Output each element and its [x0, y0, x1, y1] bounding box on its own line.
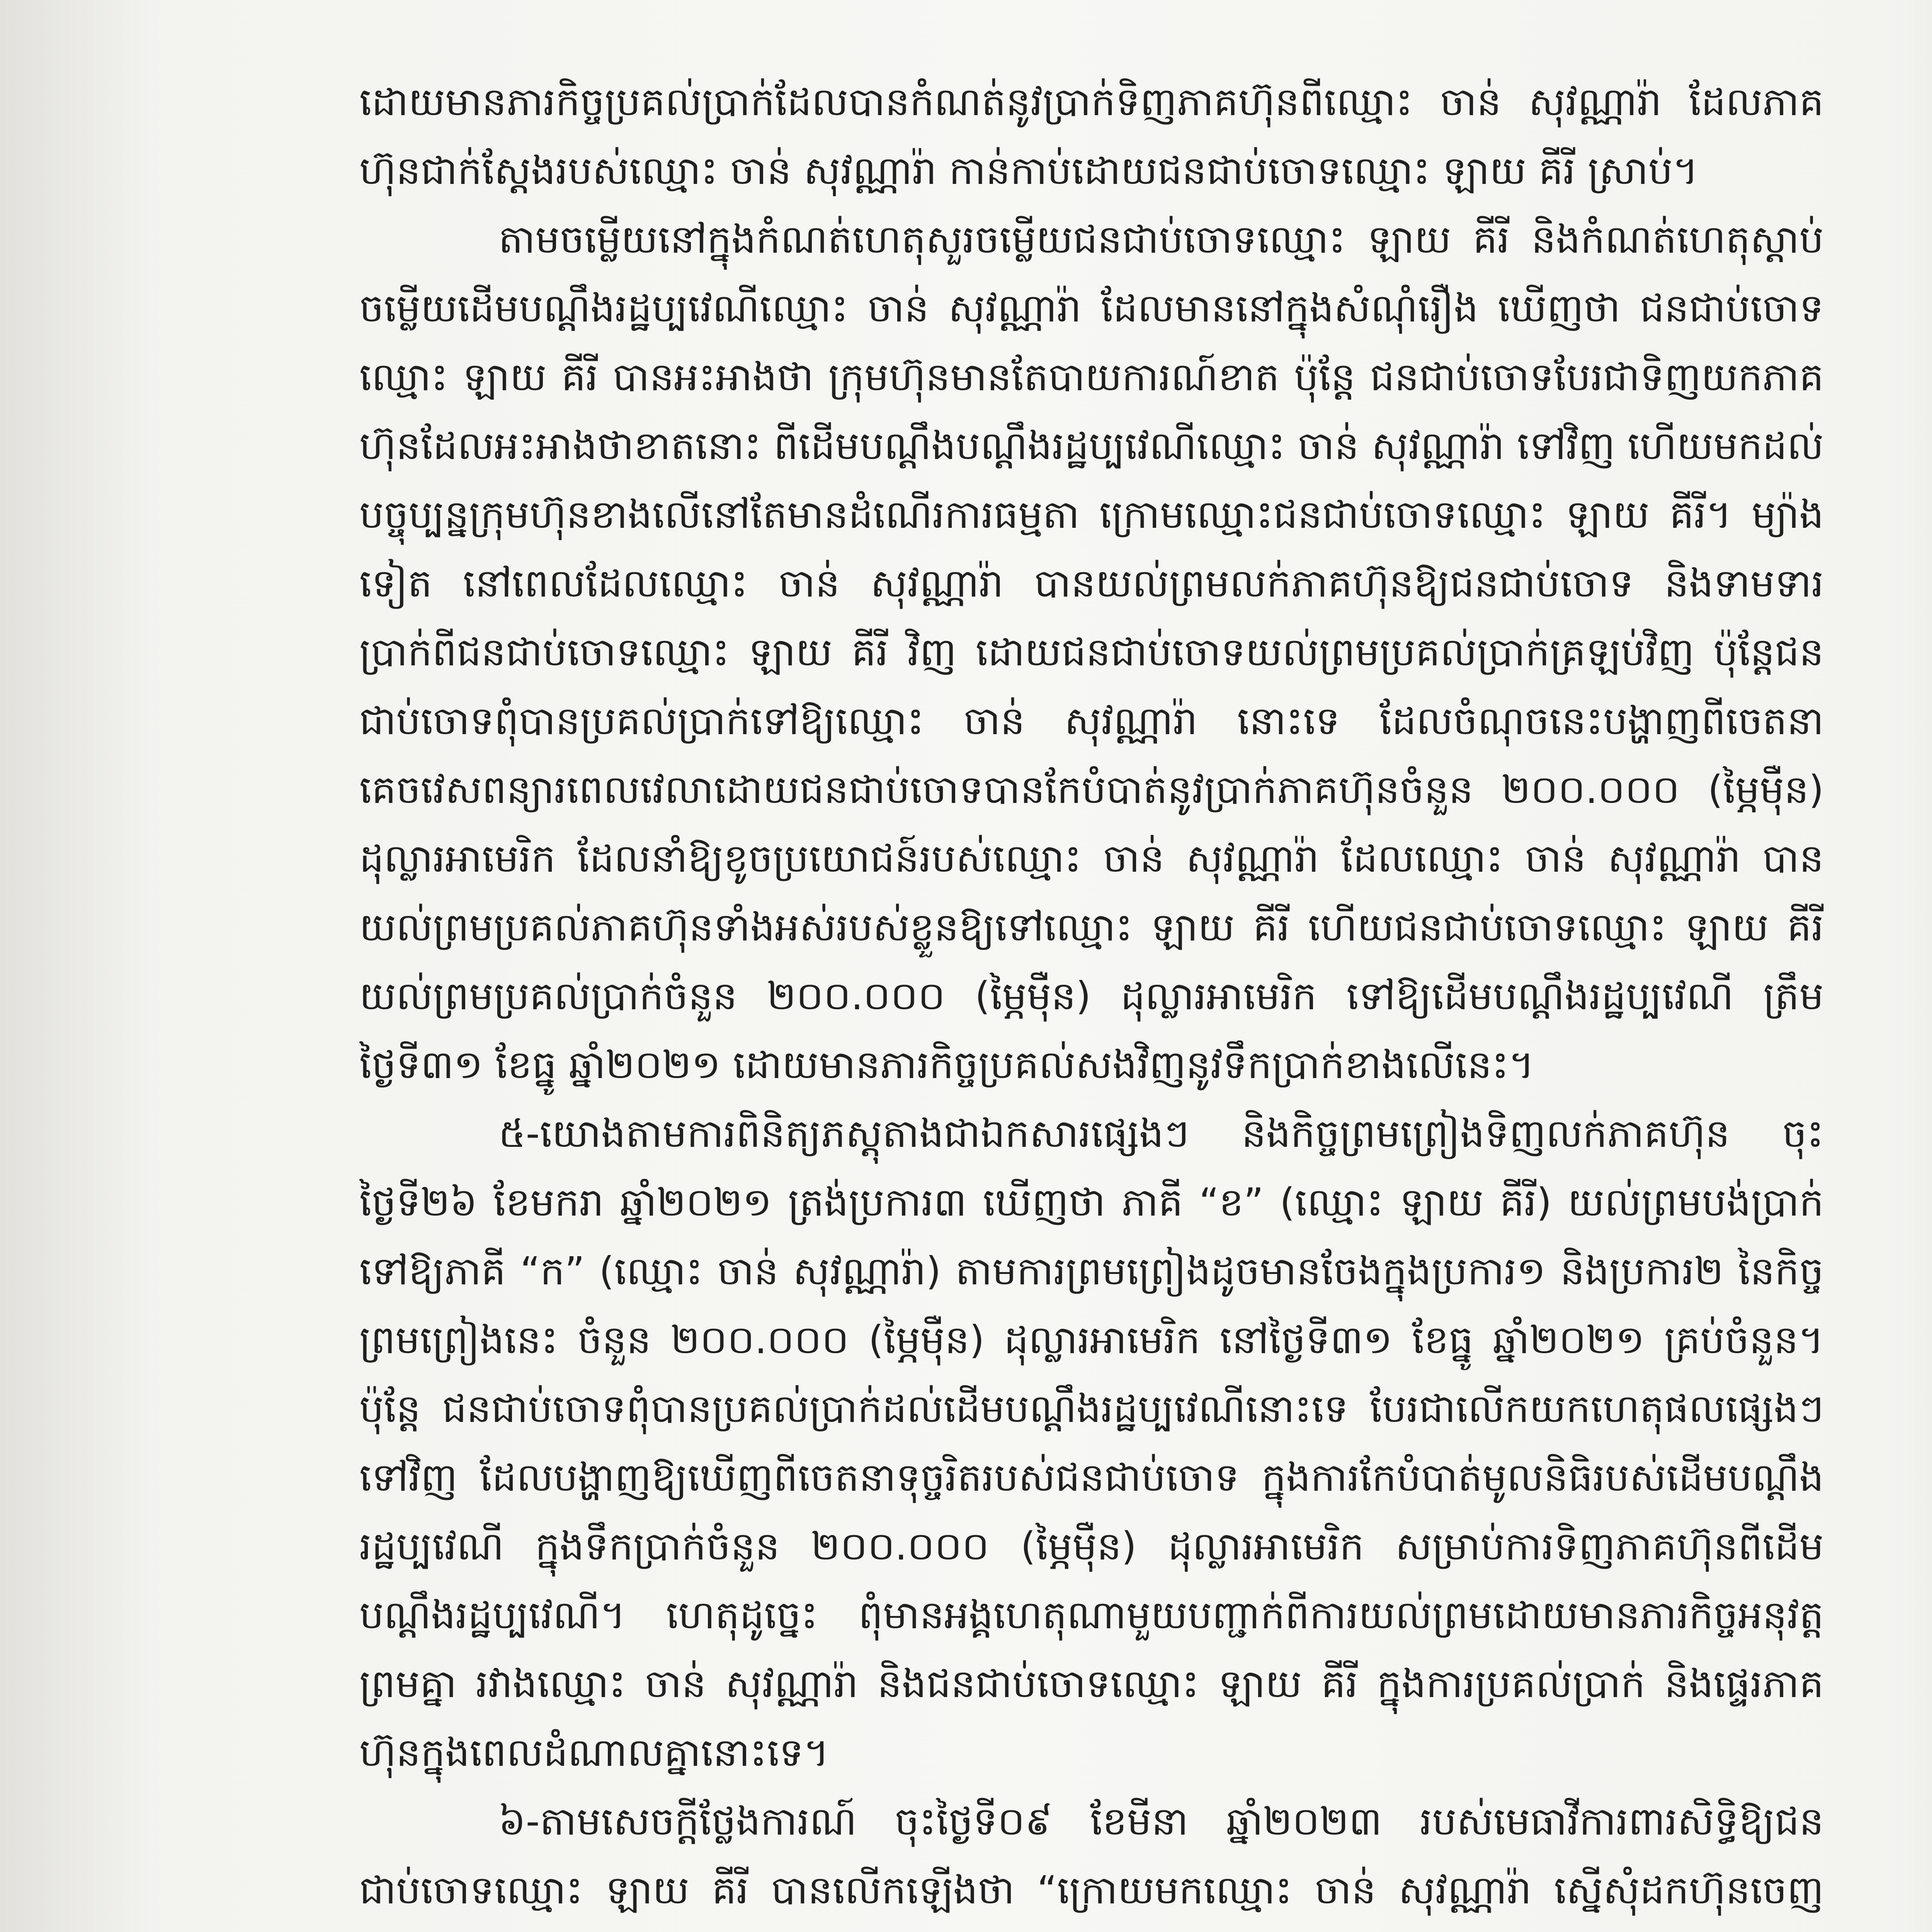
paragraph-testimony: តាមចម្លើយនៅក្នុងកំណត់ហេតុសួរចម្លើយជនជាប់ចោទឈ្មោះ ឡាយ គីរី និងកំណត់ហេតុស្តាប់ចម្លើយដើមបណ្តឹងរដ្ឋប្បវេណីឈ្មោះ ចាន់ សុវណ្ណារ៉ា ដែលមាននៅក្នុងសំណុំរឿង ឃើញថា ជនជាប់ចោទឈ្មោះ ឡាយ គីរី បានអះអាងថា ក្រុមហ៊ុនមានតែបាយការណ៍ខាត ប៉ុន្តែ ជនជាប់ចោទបែរជាទិញយកភាគហ៊ុនដែលអះអាងថាខាតនោះ ពីដើមបណ្តឹងបណ្តឹងរដ្ឋប្បវេណីឈ្មោះ ចាន់ សុវណ្ណារ៉ា ទៅវិញ ហើយមកដល់បច្ចុប្បន្នក្រុមហ៊ុនខាងលើនៅតែមានដំណើរការធម្មតា ក្រោមឈ្មោះជនជាប់ចោទឈ្មោះ ឡាយ គីរី។ ម្យ៉ាងទៀត នៅពេលដែលឈ្មោះ ចាន់ សុវណ្ណារ៉ា បានយល់ព្រមលក់ភាគហ៊ុនឱ្យជនជាប់ចោទ និងទាមទារប្រាក់ពីជនជាប់ចោទឈ្មោះ ឡាយ គីរី វិញ ដោយជនជាប់ចោទយល់ព្រមប្រគល់ប្រាក់គ្រឡប់វិញ ប៉ុន្តែជនជាប់ចោទពុំបានប្រគល់ប្រាក់ទៅឱ្យឈ្មោះ ចាន់ សុវណ្ណារ៉ា នោះទេ ដែលចំណុចនេះបង្ហាញពីចេតនា គេចវេសពន្យារពេលវេលាដោយជនជាប់ចោទបានកែបំបាត់នូវប្រាក់ភាគហ៊ុនចំនួន ២០០.០០០ (ម្ភៃម៉ឺន) ដុល្លារអាមេរិក ដែលនាំឱ្យខូចប្រយោជន៍របស់ឈ្មោះ ចាន់ សុវណ្ណារ៉ា ដែលឈ្មោះ ចាន់ សុវណ្ណារ៉ា បានយល់ព្រមប្រគល់ភាគហ៊ុនទាំងអស់របស់ខ្លួនឱ្យទៅឈ្មោះ ឡាយ គីរី ហើយជនជាប់ចោទឈ្មោះ ឡាយ គីរី យល់ព្រមប្រគល់ប្រាក់ចំនួន ២០០.០០០ (ម្ភៃម៉ឺន) ដុល្លារអាមេរិក ទៅឱ្យដើមបណ្តឹងរដ្ឋប្បវេណី ត្រឹមថ្ងៃទី៣១ ខែធ្នូ ឆ្នាំ២០២១ ដោយមានភារកិច្ចប្រគល់សងវិញនូវទឹកប្រាក់ខាងលើនេះ។ [359, 217, 1824, 1087]
paragraph-continuation: ដោយមានភារកិច្ចប្រគល់ប្រាក់ដែលបានកំណត់នូវប្រាក់ទិញភាគហ៊ុនពីឈ្មោះ ចាន់ សុវណ្ណារ៉ា ដែលភាគហ៊ុនជាក់ស្តែងរបស់ឈ្មោះ ចាន់ សុវណ្ណារ៉ា កាន់កាប់ដោយជនជាប់ចោទឈ្មោះ ឡាយ គីរី ស្រាប់។ [359, 79, 1824, 193]
document-body [359, 68, 1824, 1932]
paragraph-point-5: ៥-យោងតាមការពិនិត្យភស្តុតាងជាឯកសារផ្សេងៗ និងកិច្ចព្រមព្រៀងទិញលក់ភាគហ៊ុន ចុះថ្ងៃទី២៦ ខែមករា ឆ្នាំ២០២១ ត្រង់ប្រការ៣ ឃើញថា ភាគី “ខ” (ឈ្មោះ ឡាយ គីរី) យល់ព្រមបង់ប្រាក់ទៅឱ្យភាគី “ក” (ឈ្មោះ ចាន់ សុវណ្ណារ៉ា) តាមការព្រមព្រៀងដូចមានចែងក្នុងប្រការ១ និងប្រការ២ នៃកិច្ចព្រមព្រៀងនេះ ចំនួន ២០០.០០០ (ម្ភៃម៉ឺន) ដុល្លារអាមេរិក នៅថ្ងៃទី៣១ ខែធ្នូ ឆ្នាំ២០២១ គ្រប់ចំនួន។ ប៉ុន្តែ ជនជាប់ចោទពុំបានប្រគល់ប្រាក់ដល់ដើមបណ្តឹងរដ្ឋប្បវេណីនោះទេ បែរជាលើកយកហេតុផលផ្សេងៗទៅវិញ ដែលបង្ហាញឱ្យឃើញពីចេតនាទុច្ចរិតរបស់ជនជាប់ចោទ ក្នុងការកែបំបាត់មូលនិធិរបស់ដើមបណ្តឹងរដ្ឋប្បវេណី ក្នុងទឹកប្រាក់ចំនួន ២០០.០០០ (ម្ភៃម៉ឺន) ដុល្លារអាមេរិក សម្រាប់ការទិញភាគហ៊ុនពីដើមបណ្តឹងរដ្ឋប្បវេណី។ ហេតុដូច្នេះ ពុំមានអង្គហេតុណាមួយបញ្ជាក់ពីការយល់ព្រមដោយមានភារកិច្ចអនុវត្តព្រមគ្នា រវាងឈ្មោះ ចាន់ សុវណ្ណារ៉ា និងជនជាប់ចោទឈ្មោះ ឡាយ គីរី ក្នុងការប្រគល់ប្រាក់ និងផ្ទេរភាគហ៊ុនក្នុងពេលដំណាលគ្នានោះទេ។ [359, 1111, 1824, 1775]
paragraph-point-6: ៦-តាមសេចក្តីថ្លែងការណ៍ ចុះថ្ងៃទី០៩ ខែមីនា ឆ្នាំ២០២៣ របស់មេធាវីការពារសិទ្ធិឱ្យជនជាប់ចោទឈ្មោះ ឡាយ គីរី បានលើកឡើងថា “ក្រោយមកឈ្មោះ ចាន់ សុវណ្ណារ៉ា ស្នើសុំដកហ៊ុនចេញ [359, 1799, 1824, 1913]
